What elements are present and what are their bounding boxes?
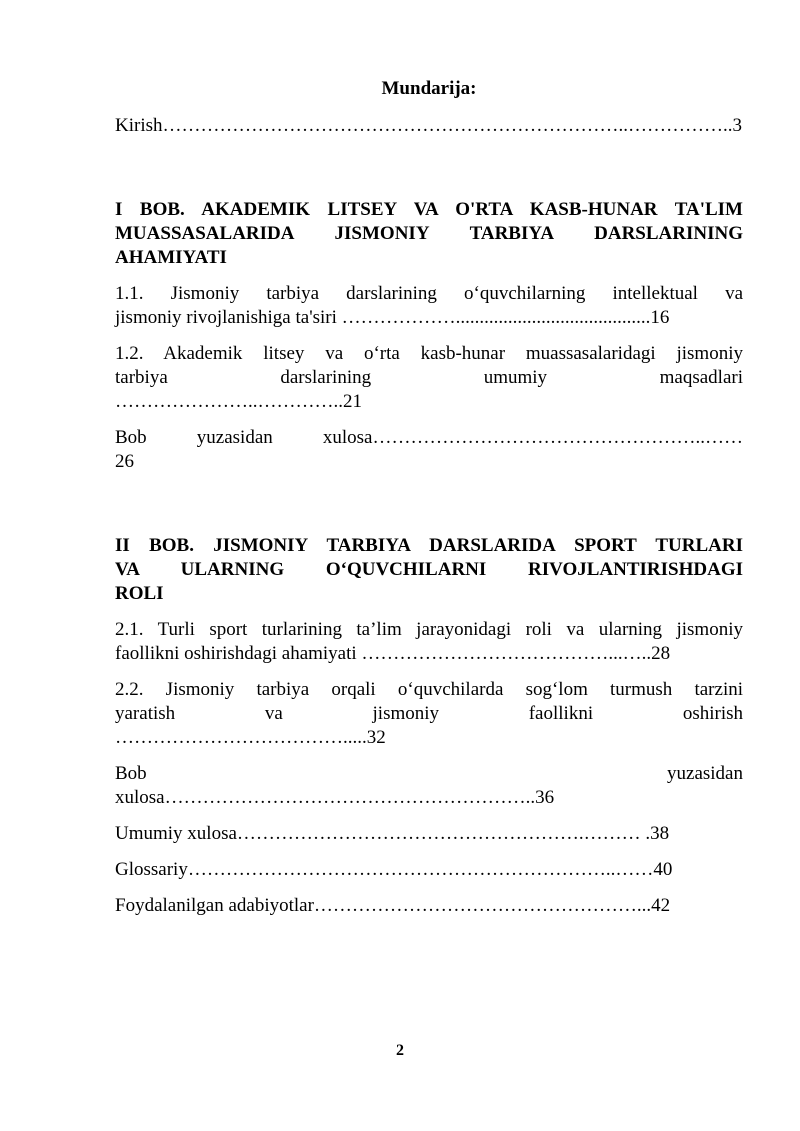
toc-line: 26 — [115, 451, 134, 472]
toc-line: 1.2. Akademik litsey va o‘rta kasb-hunar muassasalaridagi jismoniy — [115, 343, 743, 364]
toc-entry-kirish — [115, 114, 743, 138]
toc-line: tarbiya darslarining umumiy maqsadlari — [115, 367, 743, 388]
toc-line: 2.2. Jismoniy tarbiya orqali o‘quvchilarda sog‘lom turmush tarzini — [115, 679, 743, 700]
toc-line: faollikni oshirishdagi ahamiyati …………………………………...…..28 — [115, 643, 671, 664]
toc-entry-2-2 — [115, 678, 743, 750]
toc-entry-glossariy — [115, 858, 743, 882]
toc-line: Glossariy…………………………………………………………..……40 — [115, 859, 673, 880]
page-number: 2 — [396, 1042, 404, 1059]
toc-line: ……………………………….....32 — [115, 727, 386, 748]
toc-entry-chapter-2-summary — [115, 762, 743, 810]
toc-line: 1.1. Jismoniy tarbiya darslarining o‘quvchilarning intellektual va — [115, 283, 743, 304]
toc-line: Umumiy xulosa……………………………………………….……… .38 — [115, 823, 670, 844]
toc-line: yaratish va jismoniy faollikni oshirish — [115, 703, 743, 724]
toc-line: Bob yuzasidan — [115, 763, 743, 784]
toc-entry-umumiy-xulosa — [115, 822, 743, 846]
toc-title: Mundarija: — [381, 78, 477, 99]
toc-entry-2-1 — [115, 618, 743, 666]
chapter-1-heading — [115, 198, 743, 270]
chapter-heading-line: AHAMIYATI — [115, 247, 227, 268]
spacer — [115, 486, 743, 534]
toc-line: Kirish………………………………………………………………..……………..3 — [115, 115, 742, 136]
toc-line: 2.1. Turli sport turlarining ta’lim jarayonidagi roli va ularning jismoniy — [115, 619, 743, 640]
chapter-2-heading — [115, 534, 743, 606]
chapter-heading-line: I BOB. AKADEMIK LITSEY VA O'RTA KASB-HUNAR TA'LIM — [115, 199, 743, 220]
toc-entry-1-1 — [115, 282, 743, 330]
chapter-heading-line: ROLI — [115, 583, 164, 604]
toc-line: Bob yuzasidan xulosa……………………………………………..…… — [115, 427, 743, 448]
toc-entry-chapter-1-summary — [115, 426, 743, 474]
spacer — [115, 150, 743, 198]
toc-line: Foydalanilgan adabiyotlar……………………………………………...42 — [115, 895, 671, 916]
toc-line: xulosa…………………………………………………..36 — [115, 787, 555, 808]
chapter-heading-line: MUASSASALARIDA JISMONIY TARBIYA DARSLARINING — [115, 223, 743, 244]
chapter-heading-line: VA ULARNING O‘QUVCHILARNI RIVOJLANTIRISHDAGI — [115, 559, 743, 580]
toc-line: jismoniy rivojlanishiga ta'siri ……………….........................................16 — [115, 307, 670, 328]
table-of-contents — [115, 78, 743, 930]
toc-line: …………………..…………..21 — [115, 391, 362, 412]
toc-entry-1-2 — [115, 342, 743, 414]
chapter-heading-line: II BOB. JISMONIY TARBIYA DARSLARIDA SPORT TURLARI — [115, 535, 743, 556]
toc-entry-adabiyotlar — [115, 894, 743, 918]
